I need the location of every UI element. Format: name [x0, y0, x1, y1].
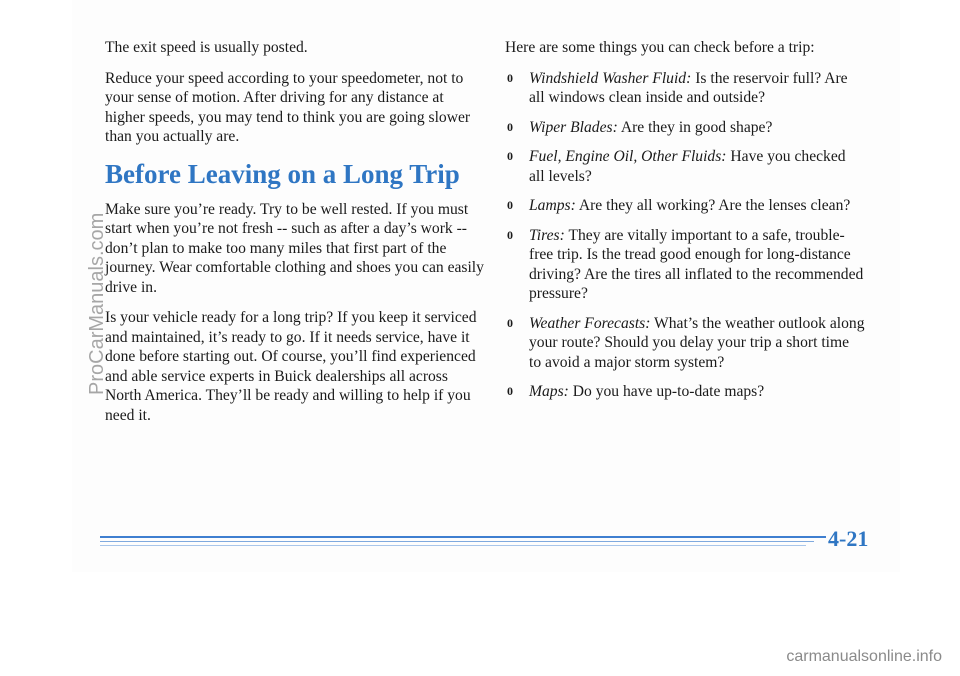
footer-site-link[interactable]: carmanualsonline.info: [786, 648, 942, 665]
list-item: [505, 382, 865, 402]
item-term: Maps:: [529, 383, 569, 400]
list-item: [505, 226, 865, 304]
item-text: What’s the weather outlook along your route? Should you delay your trip a short time to avoid a major storm system?: [529, 314, 865, 371]
list-item: [505, 196, 865, 216]
item-text: Are they all working? Are the lenses clean?: [575, 197, 851, 214]
checklist-intro: Here are some things you can check before a trip:: [505, 39, 815, 56]
list-item: [505, 69, 865, 108]
footer-rule: [100, 545, 806, 546]
item-text: Are they in good shape?: [617, 118, 773, 136]
body-paragraph-2: Is your vehicle ready for a long trip? If you keep it serviced and maintained, it’s ready to go. If it needs service, have it done before starting out. Of course, you’ll find experienced and able service experts in Buick dealerships all across North America. They’ll be ready and willing to help if you need it.: [105, 309, 477, 424]
list-item: [505, 118, 865, 138]
right-column: [505, 38, 865, 412]
bullet-icon: 0: [507, 70, 513, 85]
section-heading: Before Leaving on a Long Trip: [105, 158, 460, 189]
item-text: Is the reservoir full? Are all windows clean inside and outside?: [529, 69, 848, 106]
item-term: Fuel, Engine Oil, Other Fluids:: [529, 148, 727, 165]
body-paragraph-1: Make sure you’re ready. Try to be well rested. If you must start when you’re not fresh -- such as after a day’s work -- don’t plan to make too many miles that first part of the journey. Wear comfortable clothing and shoes you can easily drive in.: [105, 200, 484, 296]
bullet-icon: 0: [507, 198, 513, 212]
item-term: Lamps:: [529, 197, 576, 214]
bullet-icon: 0: [507, 149, 513, 163]
bullet-icon: 0: [507, 119, 513, 134]
checklist: [505, 69, 865, 402]
item-text: Do you have up-to-date maps?: [568, 383, 765, 400]
intro-paragraph-2: Reduce your speed according to your speedometer, not to your sense of motion. After driving for any distance at higher speeds, you may tend to think you are going slower than you actually are.: [105, 69, 471, 145]
footer-rule: [100, 541, 814, 542]
item-term: Windshield Washer Fluid:: [529, 69, 692, 87]
item-text: They are vitally important to a safe, trouble-free trip. Is the tread good enough for long-distance driving? Are the tires all inflated to the recommended pressure?: [529, 226, 864, 302]
bullet-icon: 0: [507, 315, 513, 330]
intro-paragraph-1: The exit speed is usually posted.: [105, 39, 308, 56]
item-term: Tires:: [529, 226, 565, 244]
watermark: ProCarManuals.com: [86, 212, 108, 395]
list-item: [505, 314, 865, 373]
list-item: [505, 147, 865, 186]
bullet-icon: 0: [507, 227, 513, 242]
left-column: [105, 38, 485, 436]
bullet-icon: 0: [507, 384, 513, 398]
item-term: Weather Forecasts:: [529, 314, 651, 332]
footer-rule: [100, 536, 826, 538]
page-number: 4-21: [828, 526, 869, 551]
item-term: Wiper Blades:: [529, 118, 618, 136]
item-text: Have you checked all levels?: [529, 148, 846, 185]
